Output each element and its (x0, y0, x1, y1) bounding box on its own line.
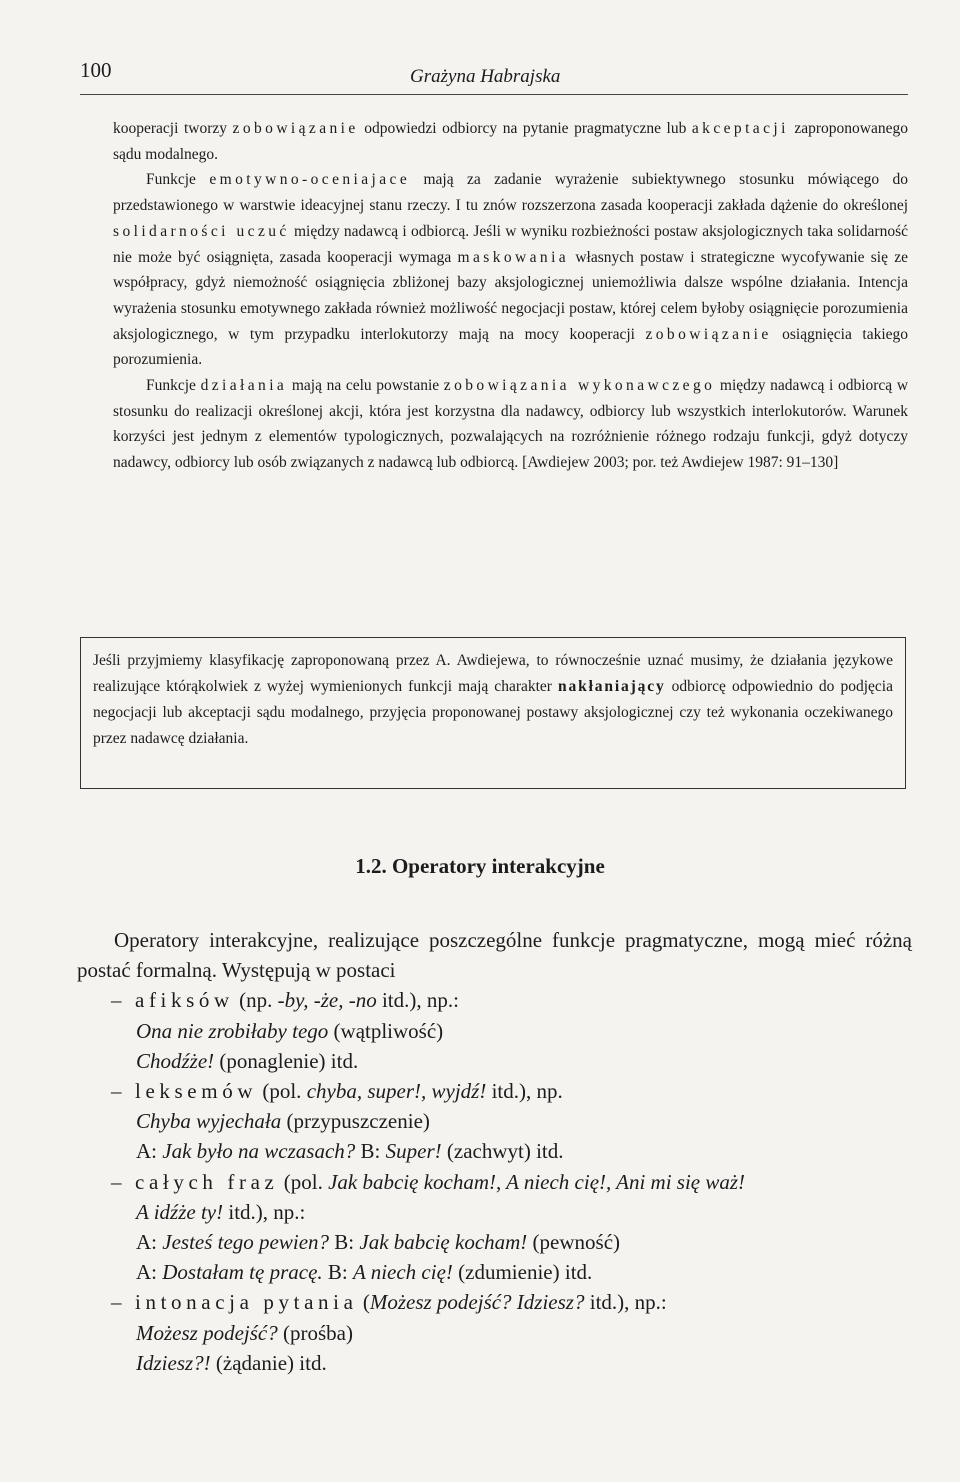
main-text-block (77, 925, 912, 1378)
example-line: Chodźże! (ponaglenie) itd. (136, 1048, 359, 1073)
page-number: 100 (80, 58, 112, 82)
list-item-leksemy: – leksemów (pol. chyba, super!, wyjdź! itd.), np. (111, 1079, 563, 1104)
example-line: Idziesz?! (żądanie) itd. (136, 1350, 327, 1375)
spaced-term: działania (200, 377, 288, 395)
example-line: A: Jak było na wczasach? B: Super! (zachwyt) itd. (136, 1139, 564, 1164)
section-title: 1.2. Operatory interakcyjne (355, 854, 605, 878)
spaced-term: zobowiązanie (645, 325, 772, 343)
spaced-term: akceptacji (691, 120, 789, 137)
spaced-term: maskowania (457, 248, 570, 266)
page-header (80, 58, 908, 95)
bold-term: nakłaniający (558, 678, 666, 695)
paragraph-emotive-functions: Funkcje emotywno-oceniajace mają za zadanie wyrażenie subiektywnego stosunku mówiącego do przedstawionego w warstwie ideacyjnej stanu rzeczy. I tu znów rozszerzona zasada kooperacji zakłada dążenie do określonej solidarności uczuć między nadawcą i odbiorcą. Jeśli w wyniku rozbieżności postaw aksjologicznych taka solidarność nie może być osiągnięta, zasada kooperacji wymaga maskowania własnych postaw i strategiczne wycofywanie się ze współpracy, gdyż niemożność osiągnięcia zbliżonej bazy aksjologicznej uniemożliwia dalsze wspólne działania. Intencja wyrażenia stosunku emotywnego zakłada również możliwość negocjacji postaw, której celem byłoby osiągnięcie porozumienia aksjologicznego, w tym przypadku interlokutorzy mają na mocy kooperacji zobowiązanie osiągnięcia takiego porozumienia. (113, 171, 909, 369)
boxed-note (80, 637, 906, 789)
paragraph-cooperation: kooperacji tworzy zobowiązanie odpowiedzi odbiorcy na pytanie pragmatyczne lub akceptacji zaproponowanego sądu modalnego. (113, 120, 908, 163)
small-text-block (113, 116, 908, 476)
list-item-intonacja: – intonacja pytania (Możesz podejść? Idziesz? itd.), np.: (111, 1290, 667, 1315)
running-head: Grażyna Habrajska (410, 66, 561, 87)
spaced-term: emotywno-oceniajace (209, 171, 411, 189)
spaced-term: zobowiązanie (232, 120, 359, 137)
paragraph-action-functions: Funkcje działania mają na celu powstanie zobowiązania wykonawczego między nadawcą i odbiorcą w stosunku do realizacji określonej akcji, która jest korzystna dla nadawcy, odbiorcy lub wszystkich interlokutorów. Warunek korzyści jest jednym z elementów typologicznych, pozwalających na rozróżnienie różnego rodzaju funkcji, gdyż dotyczy nadawcy, odbiorcy lub osób związanych z nadawcą lub odbiorcą. [Awdiejew 2003; por. też Awdiejew 1987: 91–130] (113, 377, 909, 472)
example-line: A: Jesteś tego pewien? B: Jak babcię kocham! (pewność) (136, 1230, 621, 1255)
list-item-afiksy: – afiksów (np. -by, -że, -no itd.), np.: (111, 988, 459, 1013)
list-item-frazy: – całych fraz (pol. Jak babcię kocham!, A niech cię!, Ani mi się waż! (111, 1169, 746, 1194)
boxed-note-text: Jeśli przyjmiemy klasyfikację zaproponowaną przez A. Awdiejewa, to równocześnie uznać musimy, że działania językowe realizujące którąkolwiek z wyżej wymienionych funkcji mają charakter nakłaniający odbiorcę odpowiednio do podjęcia negocjacji lub akceptacji sądu modalnego, przyjęcia proponowanej postawy aksjologicznej czy też wykonania oczekiwanego przez nadawcę działania. (93, 652, 893, 747)
spaced-term: zobowiązania wykonawczego (443, 377, 716, 395)
spaced-term: solidarności uczuć (113, 222, 290, 240)
example-line: Ona nie zrobiłaby tego (wątpliwość) (136, 1018, 444, 1043)
example-line: Chyba wyjechała (przypuszczenie) (136, 1109, 430, 1134)
example-line: Możesz podejść? (prośba) (136, 1320, 353, 1345)
list-item-frazy-continued: A idźże ty! itd.), np.: (136, 1199, 306, 1224)
paragraph-intro: Operatory interakcyjne, realizujące poszczególne funkcje pragmatyczne, mogą mieć różną postać formalną. Występują w postaci (77, 928, 912, 983)
example-line: A: Dostałam tę pracę. B: A niech cię! (zdumienie) itd. (136, 1260, 593, 1285)
